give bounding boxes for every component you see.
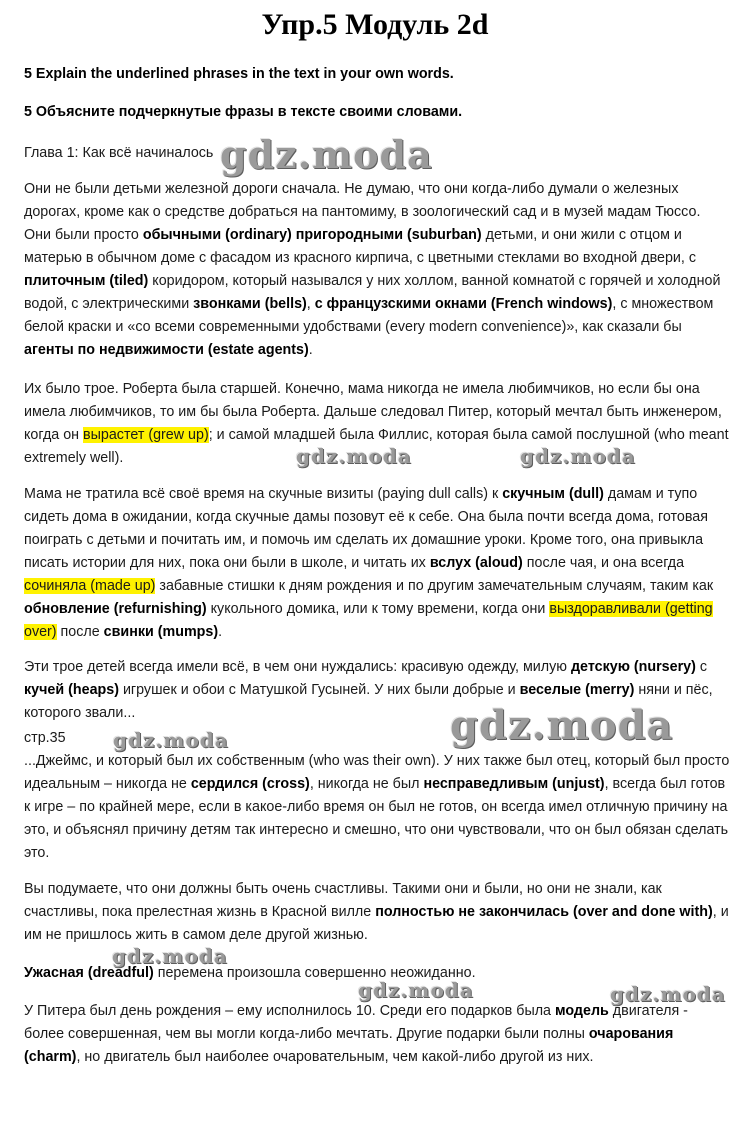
watermark: gdz.moda: [113, 728, 229, 752]
chapter-heading: Глава 1: Как всё начиналось: [24, 145, 214, 161]
key-phrase: полностью не закончилась (over and done with): [375, 904, 713, 920]
key-phrase: вслух (aloud): [429, 555, 523, 571]
text-run: ...Джеймс, и который был их собственным (who was their own). У них также был отец, который был просто идеальным – никогда не: [24, 753, 730, 792]
key-phrase: звонками (bells): [193, 296, 307, 312]
paragraph-6: [24, 878, 730, 947]
highlighted-phrase: выздоравливали (getting over): [24, 601, 713, 640]
key-phrase: обычными (ordinary) пригородными (suburban): [142, 227, 482, 243]
key-phrase: свинки (mumps): [103, 624, 219, 640]
text-run: .: [308, 342, 313, 358]
exercise-instruction-en: 5 Explain the underlined phrases in the text in your own words.: [24, 66, 454, 82]
watermark: gdz.moda: [358, 978, 474, 1002]
text-run: Вы подумаете, что они должны быть очень счастливы. Такими они и были, но они не знали, как счастливы, пока прелестная жизнь в Красной вилле: [24, 881, 662, 920]
text-run: коридором, который назывался у них холлом, ванной комнатой с горячей и холодной водой, с электрическими: [24, 273, 721, 312]
text-run: кукольного домика, или к тому времени, когда они: [206, 601, 550, 617]
key-phrase: Ужасная (dreadful): [24, 965, 154, 981]
highlighted-phrase: вырастет (grew up): [83, 427, 209, 443]
text-run: забавные стишки к дням рождения и по другим замечательным случаям, таким как: [155, 578, 714, 594]
paragraph-1: [24, 178, 730, 362]
key-phrase: скучным (dull): [502, 486, 604, 502]
text-run: Они не были детьми железной дороги сначала. Не думаю, что они когда-либо думали о железных дорогах, кроме как о средстве добраться на пантомиму, в зоологический сад и в музей мадам Тюссо. Они были просто: [24, 181, 701, 243]
key-phrase: кучей (heaps): [24, 682, 119, 698]
text-run: , с множеством белой краски и «со всеми современными удобствами (every modern convenience)», как сказали бы: [24, 296, 714, 335]
paragraph-7: [24, 962, 730, 985]
text-run: после чая, и она всегда: [522, 555, 685, 571]
key-phrase: детскую (nursery): [570, 659, 696, 675]
page-title: Упр.5 Модуль 2d: [261, 8, 489, 41]
paragraph-4: [24, 656, 730, 725]
text-run: , и им не пришлось жить в самом деле другой жизнью.: [24, 904, 729, 943]
key-phrase: несправедливым (unjust): [423, 776, 605, 792]
watermark: gdz.moda: [220, 132, 433, 177]
text-run: , но двигатель был наиболее очаровательным, чем какой-либо другой из них.: [76, 1049, 594, 1065]
watermark: gdz.moda: [296, 444, 412, 468]
paragraph-3: [24, 483, 730, 644]
watermark: gdz.moda: [520, 444, 636, 468]
text-run: двигателя - более совершенная, чем вы могли когда-либо мечтать. Другие подарки были полны: [24, 1003, 688, 1042]
text-run: .: [218, 624, 223, 640]
text-run: У Питера был день рождения – ему исполнилось 10. Среди его подарков была: [24, 1003, 555, 1019]
page-reference: стр.35: [24, 730, 66, 746]
watermark: gdz.moda: [610, 982, 726, 1006]
paragraph-8: [24, 1000, 730, 1069]
text-run: с: [695, 659, 707, 675]
key-phrase: агенты по недвижимости (estate agents): [24, 342, 309, 358]
text-run: ,: [306, 296, 315, 312]
highlighted-phrase: сочиняла (made up): [24, 578, 156, 594]
text-run: Их было трое. Роберта была старшей. Конечно, мама никогда не имела любимчиков, но если бы она имела любимчиков, то им бы была Роберта. Дальше следовал Питер, который мечтал быть инженером, когда он: [24, 381, 722, 443]
key-phrase: веселые (merry): [519, 682, 635, 698]
text-run: , никогда не был: [309, 776, 424, 792]
key-phrase: обновление (refurnishing): [24, 601, 207, 617]
text-run: ; и самой младшей была Филлис, которая была самой послушной (who meant extremely well).: [24, 427, 729, 466]
key-phrase: с французскими окнами (French windows): [314, 296, 613, 312]
key-phrase: модель: [554, 1003, 609, 1019]
text-run: детьми, и они жили с отцом и матерью в обычном доме с фасадом из красного кирпича, с цветными стеклами во входной двери, с: [24, 227, 697, 266]
text-run: няни и пёс, которого звали...: [24, 682, 713, 721]
paragraph-2: [24, 378, 730, 470]
text-run: , всегда был готов к игре – по крайней мере, если в какое-либо время он был не готов, он всегда имел отличную причину на это, и объяснял причину детям так интересно и смешно, что они чувствовали, что он был обязан сделать это.: [24, 776, 729, 861]
watermark: gdz.moda: [450, 702, 674, 749]
exercise-instruction-ru: 5 Объясните подчеркнутые фразы в тексте своими словами.: [24, 104, 463, 120]
key-phrase: сердился (cross): [190, 776, 310, 792]
paragraph-5: [24, 750, 730, 865]
watermark: gdz.moda: [112, 944, 228, 968]
text-run: Мама не тратила всё своё время на скучные визиты (paying dull calls) к: [24, 486, 503, 502]
text-run: Эти трое детей всегда имели всё, в чем они нуждались: красивую одежду, милую: [24, 659, 571, 675]
text-run: перемена произошла совершенно неожиданно.: [153, 965, 476, 981]
text-run: после: [56, 624, 104, 640]
text-run: дамам и тупо сидеть дома в ожидании, когда скучные дамы позовут её к себе. Она была почти всегда дома, готовая поиграть с детьми и почитать им, и помочь им сделать их домашние уроки. Кроме того, она привыкла писать истории для них, пока они были в школе, и читать их: [24, 486, 709, 571]
key-phrase: очарования (charm): [24, 1026, 674, 1065]
key-phrase: плиточным (tiled): [24, 273, 149, 289]
text-run: игрушек и обои с Матушкой Гусыней. У них были добрые и: [118, 682, 520, 698]
